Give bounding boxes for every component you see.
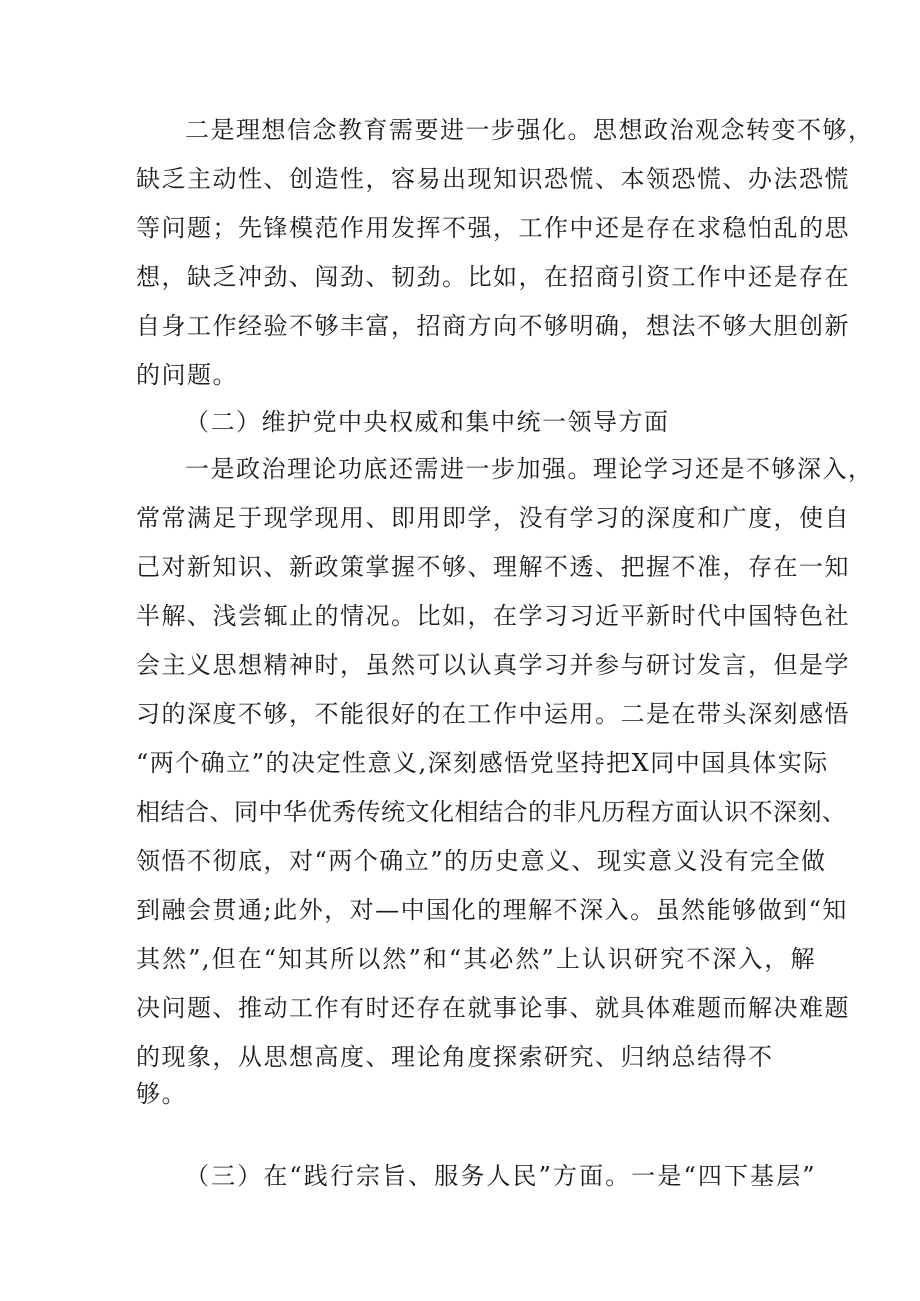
- paragraph-2-line-4: 半解、浅尝辄止的情况。比如，在学习习近平新时代中国特色社: [136, 602, 850, 630]
- paragraph-2-line-13: 的现象，从思想高度、理论角度探索研究、归纳总结得不: [136, 1043, 774, 1071]
- paragraph-2-line-5: 会主义思想精神时，虽然可以认真学习并参与研讨发言，但是学: [136, 651, 850, 679]
- paragraph-2-line-3: 己对新知识、新政策掌握不够、理解不透、把握不准，存在一知: [136, 553, 850, 581]
- paragraph-1-line-4: 想，缺乏冲劲、闯劲、韧劲。比如，在招商引资工作中还是存在: [136, 263, 850, 291]
- paragraph-2-line-12: 决问题、推动工作有时还存在就事论事、就具体难题而解决难题: [136, 994, 850, 1022]
- paragraph-2-line-8: 相结合、同中华优秀传统文化相结合的非凡历程方面认识不深刻、: [136, 798, 847, 826]
- paragraph-1-line-5: 自身工作经验不够丰富，招商方向不够明确，想法不够大胆创新: [136, 312, 850, 340]
- paragraph-2-line-1: 一是政治理论功底还需进一步加强。理论学习还是不够深入，: [185, 455, 874, 483]
- paragraph-2-line-2: 常常满足于现学现用、即用即学，没有学习的深度和广度，使自: [136, 504, 850, 532]
- paragraph-2-line-14: 够。: [136, 1080, 187, 1108]
- paragraph-2-line-9: 领悟不彻底，对“两个确立”的历史意义、现实意义没有完全做: [136, 847, 827, 875]
- paragraph-2-line-7: “两个确立”的决定性意义,深刻感悟党坚持把X同中国具体实际: [136, 749, 829, 777]
- paragraph-1-line-1: 二是理想信念教育需要进一步强化。思想政治观念转变不够，: [185, 116, 874, 144]
- paragraph-1-line-2: 缺乏主动性、创造性，容易出现知识恐慌、本领恐慌、办法恐慌: [136, 165, 850, 193]
- paragraph-2-line-6: 习的深度不够，不能很好的在工作中运用。二是在带头深刻感悟: [136, 700, 850, 728]
- paragraph-1-line-3: 等问题；先锋模范作用发挥不强，工作中还是存在求稳怕乱的思: [136, 214, 850, 242]
- section-3-heading: （三）在“践行宗旨、服务人民”方面。一是“四下基层”: [185, 1162, 816, 1190]
- paragraph-1-line-6: 的问题。: [136, 361, 238, 389]
- paragraph-2-line-11: 其然”,但在“知其所以然”和“其必然”上认识研究不深入，解: [136, 945, 816, 973]
- section-2-heading: （二）维护党中央权威和集中统一领导方面: [185, 408, 670, 436]
- paragraph-2-line-10: 到融会贯通;此外，对—中国化的理解不深入。虽然能够做到“知: [136, 896, 848, 924]
